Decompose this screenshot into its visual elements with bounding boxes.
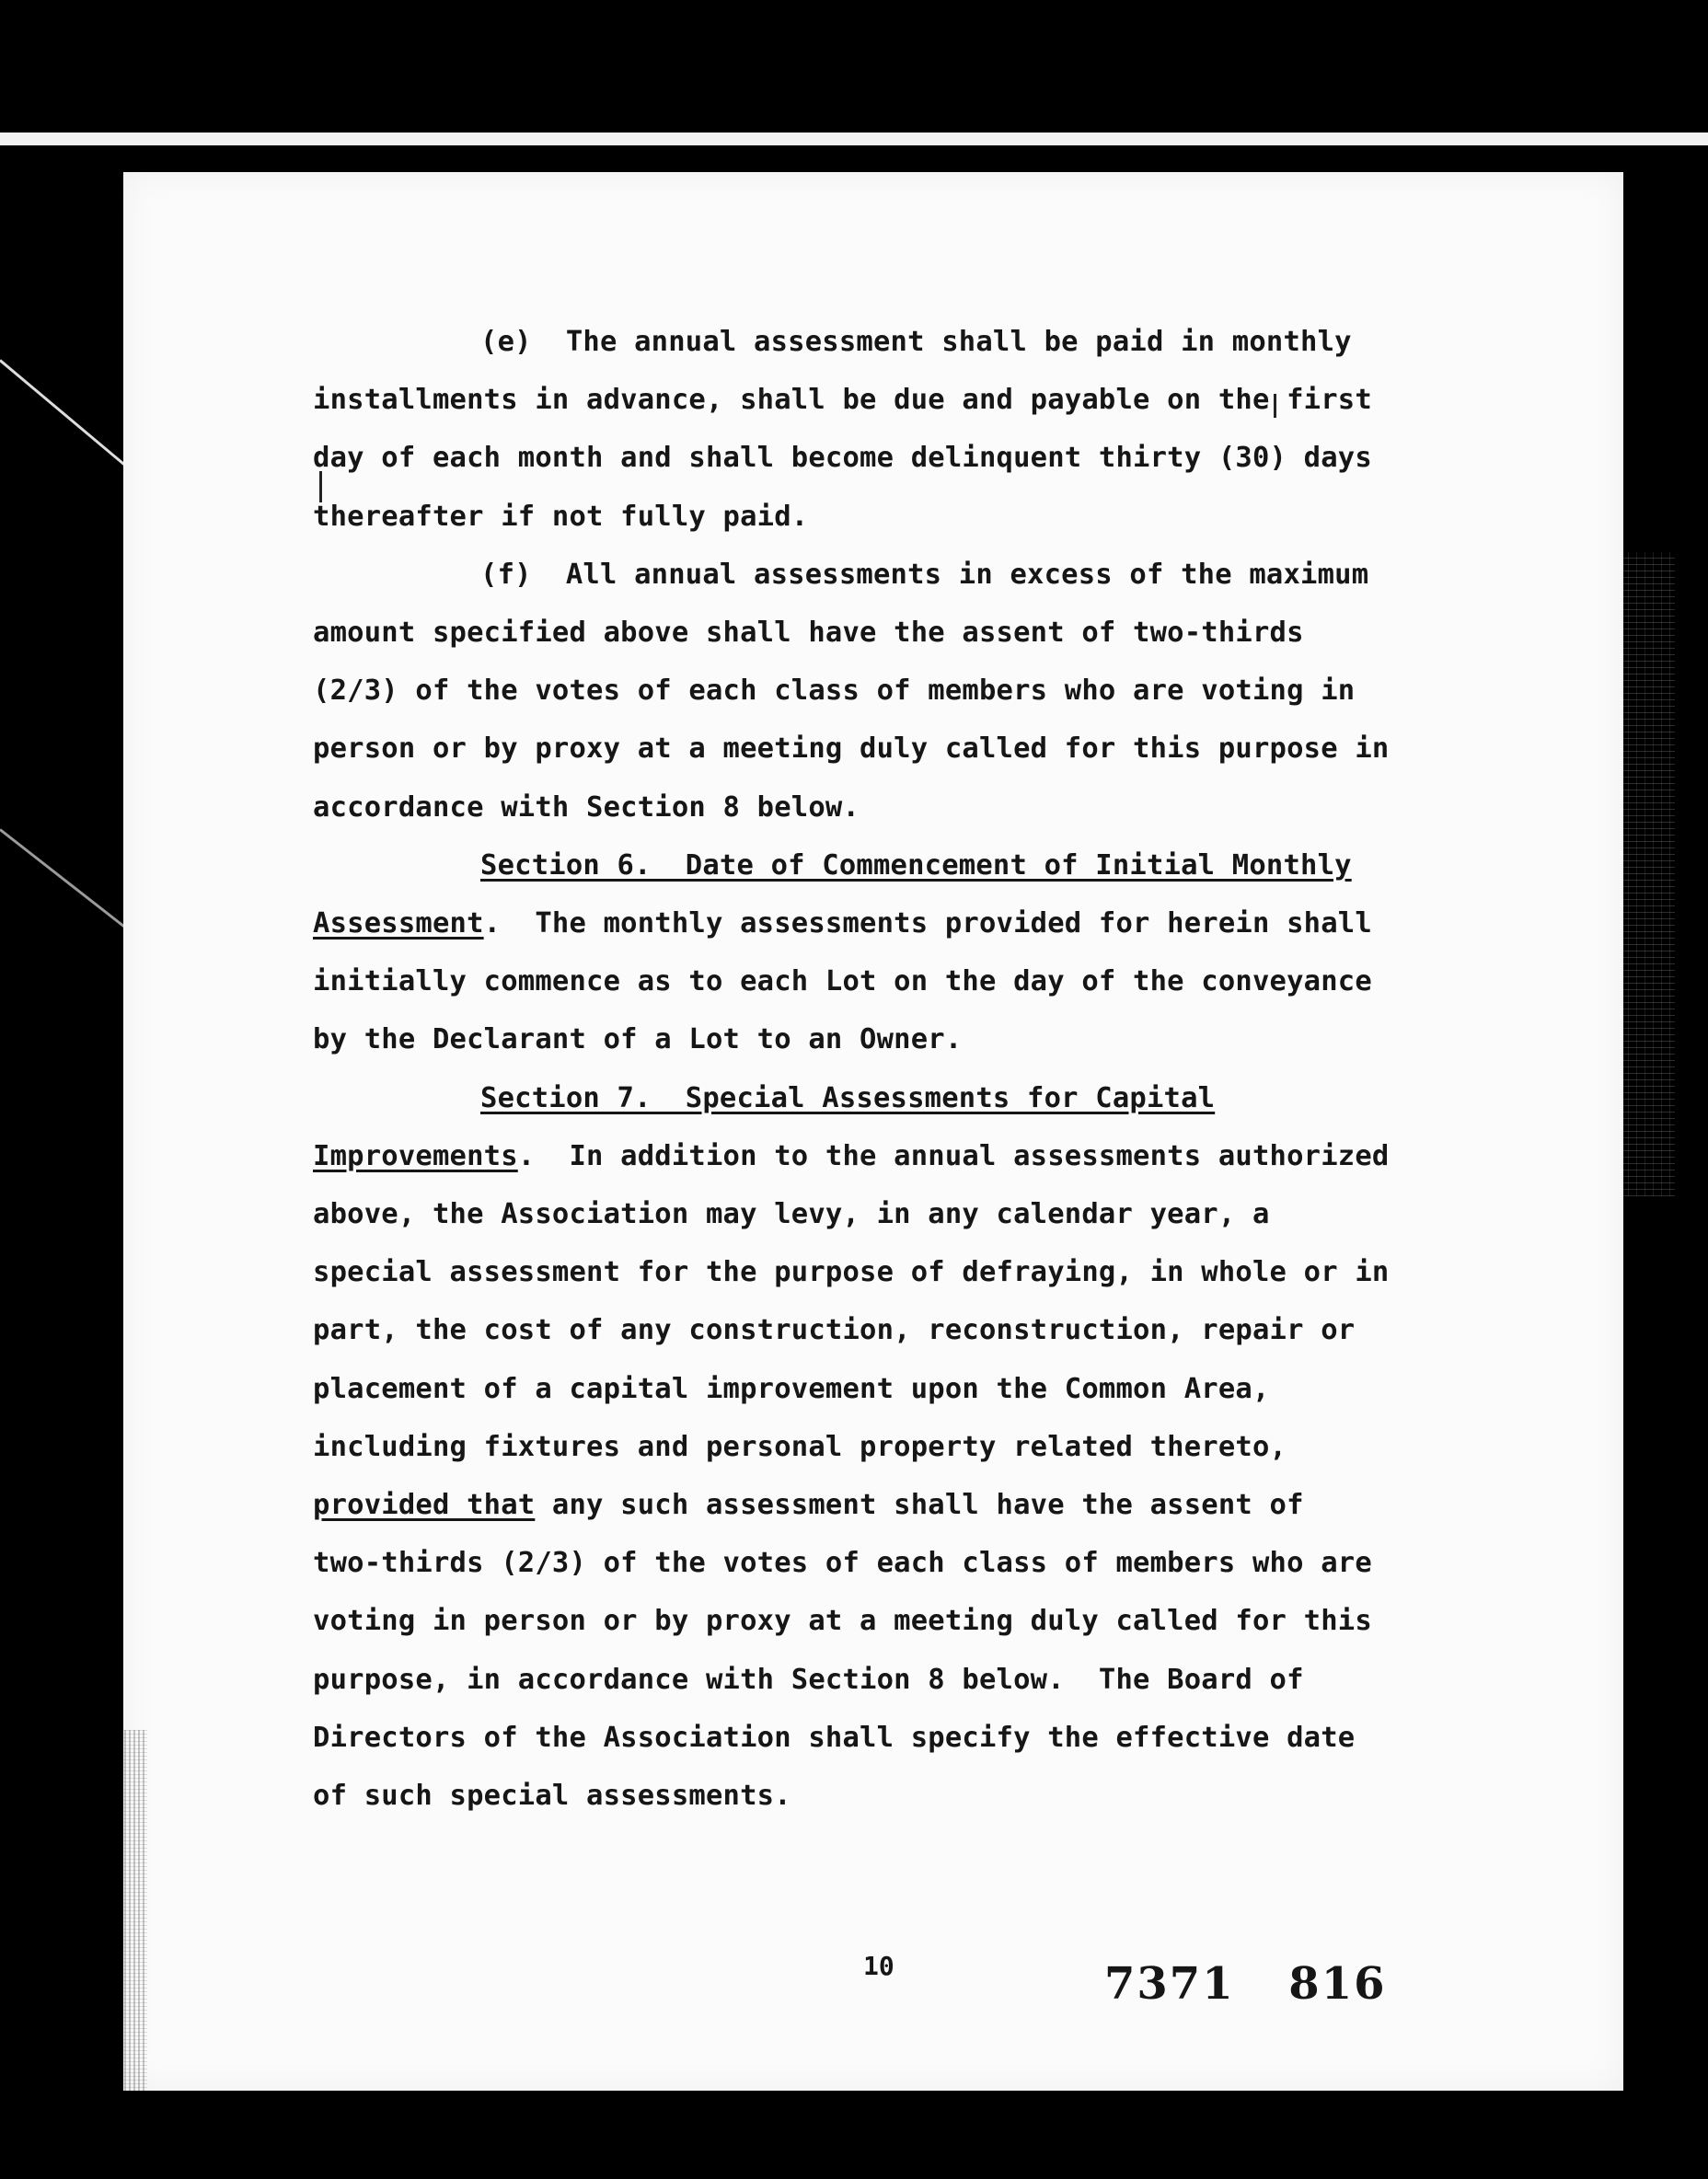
section-7-line <box>313 1127 1454 1185</box>
scan-streak <box>0 359 142 479</box>
section-7-line <box>313 1476 1454 1534</box>
section-6-title: Section 6. Date of Commencement of Initial Monthly <box>480 848 1352 882</box>
section-7-line: above, the Association may levy, in any calendar year, a <box>313 1198 1270 1231</box>
section-6-text: . The monthly assessments provided for herein shall <box>483 907 1372 940</box>
section-7-line: including fixtures and personal property related thereto, <box>313 1430 1287 1463</box>
page-number: 10 <box>863 1951 894 1981</box>
section-7-line: two-thirds (2/3) of the votes of each class of members who are <box>313 1547 1372 1580</box>
section-7-line: purpose, in accordance with Section 8 below. The Board of <box>313 1663 1304 1696</box>
book-page-stamp: 7371 816 <box>1104 1958 1387 2010</box>
document-body <box>313 313 1454 1825</box>
scan-noise-right <box>1620 552 1675 1196</box>
para-f-line: accordance with Section 8 below. <box>313 790 860 824</box>
section-7-text: any such assessment shall have the assent of <box>535 1489 1304 1522</box>
section-7-line: special assessment for the purpose of defraying, in whole or in <box>313 1256 1390 1289</box>
para-e-line: thereafter if not fully paid. <box>313 500 809 533</box>
section-7-title: Section 7. Special Assessments for Capital <box>480 1081 1216 1114</box>
section-7-text: . In addition to the annual assessments authorized <box>517 1139 1390 1172</box>
section-7-line: part, the cost of any construction, reconstruction, repair or <box>313 1314 1356 1347</box>
provided-that-underlined: provided that <box>313 1489 536 1522</box>
para-e-line: installments in advance, shall be due and payable on the first <box>313 384 1372 417</box>
section-6-line: by the Declarant of a Lot to an Owner. <box>313 1023 963 1056</box>
scan-streak <box>0 828 132 932</box>
section-6-line <box>313 894 1454 952</box>
section-7-heading <box>313 1069 1454 1127</box>
section-7-line: voting in person or by proxy at a meeting duly called for this <box>313 1605 1372 1638</box>
para-f-line: (2/3) of the votes of each class of members who are voting in <box>313 674 1356 708</box>
para-f-line: amount specified above shall have the assent of two-thirds <box>313 617 1304 650</box>
section-7-title-cont: Improvements <box>313 1139 518 1172</box>
para-f-line: person or by proxy at a meeting duly called for this purpose in <box>313 732 1390 766</box>
scan-top-band <box>0 133 1708 145</box>
para-f-line: (f) All annual assessments in excess of the maximum <box>480 558 1369 591</box>
section-6-title-cont: Assessment <box>313 907 484 940</box>
section-6-heading <box>313 836 1454 894</box>
section-7-line: of such special assessments. <box>313 1780 791 1813</box>
section-7-line: Directors of the Association shall specify the effective date <box>313 1721 1356 1754</box>
scan-noise-left <box>110 1730 147 2098</box>
section-6-line: initially commence as to each Lot on the day of the conveyance <box>313 965 1372 998</box>
para-e-line: (e) The annual assessment shall be paid in monthly <box>480 326 1352 358</box>
para-e-line: day of each month and shall become delinquent thirty (30) days <box>313 442 1372 475</box>
section-7-line: placement of a capital improvement upon the Common Area, <box>313 1372 1270 1405</box>
